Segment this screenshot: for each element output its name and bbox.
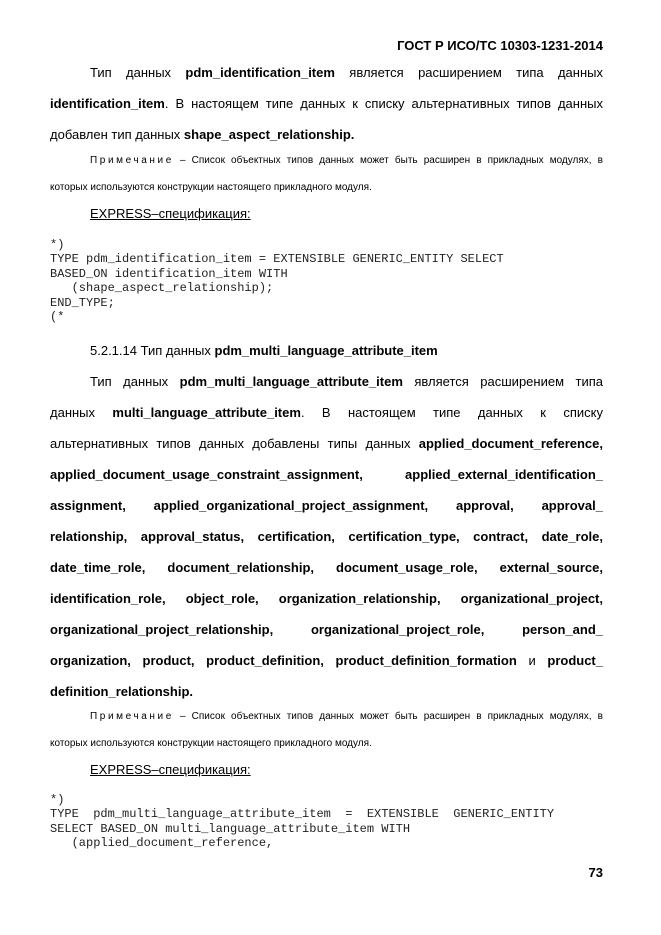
note-text: Список объектных типов данных может быть расширен в прикладных модулях, в которых используются конструкции настоящего прикладного модуля. [50,711,603,749]
heading-number: 5.2.1.14 Тип данных [90,343,215,358]
express-code-block: *) TYPE pdm_multi_language_attribute_item = EXTENSIBLE GENERIC_ENTITY SELECT BASED_ON multi_language_attribute_item WITH (applied_document_reference, [50,793,555,851]
type-name: multi_language_attribute_item [112,405,301,420]
heading-type-name: pdm_multi_language_attribute_item [214,343,438,358]
text: . В настоящем типе данных к списку альтернативных типов данных добавлен тип данных [50,96,603,142]
note-label: Примечание [90,711,174,722]
paragraph-pdm-multi-language-attribute-item [50,366,603,707]
type-name: identification_item [50,96,165,111]
type-name: pdm_multi_language_attribute_item [179,374,403,389]
document-code-header: ГОСТ Р ИСО/ТС 10303-1231-2014 [397,38,603,53]
text: . В настоящем типе данных к списку альтернативных типов данных добавлены типы данных [50,405,603,451]
paragraph-pdm-identification-item [50,57,603,150]
type-name: shape_aspect_relationship. [183,127,355,142]
text: является расширением типа данных [50,374,603,420]
express-code-block: *) TYPE pdm_identification_item = EXTENSIBLE GENERIC_ENTITY SELECT BASED_ON identification_item WITH (shape_aspect_relationship); END_TYPE; (* [50,238,504,325]
note-dash: – [173,711,192,722]
text: является расширением типа данных [334,65,603,80]
text: и [516,653,548,668]
express-spec-label: EXPRESS–спецификация: [90,762,251,777]
page-number: 73 [588,865,603,880]
text: Тип данных [90,65,186,80]
note-block [50,147,603,201]
text: Тип данных [90,374,180,389]
subsection-heading [90,343,438,358]
note-dash: – [173,155,192,166]
note-block [50,703,603,757]
note-text: Список объектных типов данных может быть расширен в прикладных модулях, в которых используются конструкции настоящего прикладного модуля. [50,155,603,193]
note-label: Примечание [90,155,174,166]
express-spec-label: EXPRESS–спецификация: [90,206,251,221]
type-list: applied_document_reference, applied_document_usage_constraint_assignment, applied_external_identification_ assignment, applied_organizational_project_assignment, approval, approval_ relationship, approval_status, certification, certification_type, contract, date_role, date_time_role, document_relationship, document_usage_role, external_source, identification_role, object_role, organization_relationship, organizational_project, organizational_project_relationship, organizational_project_role, person_and_ organization, product, product_definition, product_definition_formation [50,436,603,668]
type-name: product_ definition_relationship. [50,653,603,699]
type-name: pdm_identification_item [185,65,335,80]
